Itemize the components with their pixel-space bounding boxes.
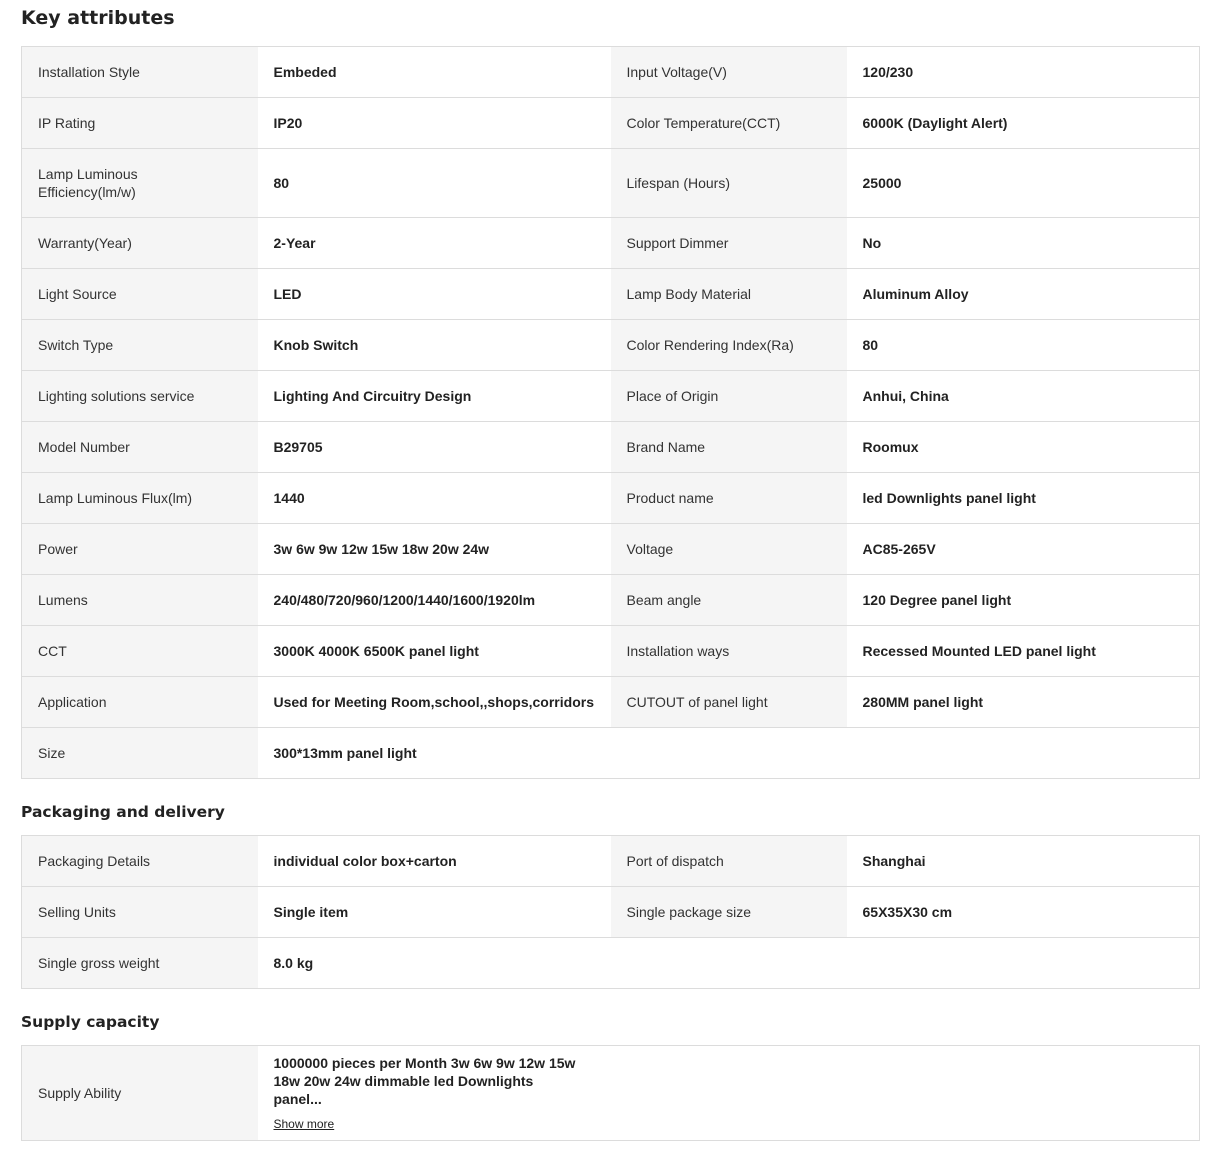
attribute-label: Lamp Luminous Efficiency(lm/w): [22, 149, 258, 218]
table-row: [22, 887, 1200, 938]
attribute-value: 3w 6w 9w 12w 15w 18w 20w 24w: [258, 524, 611, 575]
table-row: [22, 626, 1200, 677]
attribute-value: Used for Meeting Room,school,,shops,corridors: [258, 677, 611, 728]
attribute-label: Port of dispatch: [611, 836, 847, 887]
attribute-label: Light Source: [22, 269, 258, 320]
attribute-label: Power: [22, 524, 258, 575]
product-attributes: [21, 0, 1199, 1141]
attribute-value: Lighting And Circuitry Design: [258, 371, 611, 422]
key-attributes-table: [21, 46, 1200, 779]
attribute-value: 300*13mm panel light: [258, 728, 1200, 779]
table-row: [22, 524, 1200, 575]
attribute-label: Warranty(Year): [22, 218, 258, 269]
attribute-value: Shanghai: [847, 836, 1200, 887]
attribute-label: Supply Ability: [22, 1046, 258, 1141]
attribute-label: CCT: [22, 626, 258, 677]
table-row: [22, 938, 1200, 989]
attribute-value: LED: [258, 269, 611, 320]
attribute-value: 120 Degree panel light: [847, 575, 1200, 626]
attribute-label: Brand Name: [611, 422, 847, 473]
attribute-value: AC85-265V: [847, 524, 1200, 575]
attribute-value: Single item: [258, 887, 611, 938]
attribute-value: led Downlights panel light: [847, 473, 1200, 524]
table-row: [22, 149, 1200, 218]
attribute-label: Selling Units: [22, 887, 258, 938]
attribute-value: Embeded: [258, 47, 611, 98]
attribute-label: Color Rendering Index(Ra): [611, 320, 847, 371]
attribute-value: 6000K (Daylight Alert): [847, 98, 1200, 149]
attribute-label: Lighting solutions service: [22, 371, 258, 422]
packaging-body: [22, 836, 1200, 989]
attribute-value: No: [847, 218, 1200, 269]
attribute-value: Knob Switch: [258, 320, 611, 371]
attribute-value: individual color box+carton: [258, 836, 611, 887]
attribute-label: Installation Style: [22, 47, 258, 98]
supply-title: Supply capacity: [21, 1013, 160, 1031]
attribute-value: 65X35X30 cm: [847, 887, 1200, 938]
supply-ability-value: 1000000 pieces per Month 3w 6w 9w 12w 15w 18w 20w 24w dimmable led Downlights panel...: [273, 1054, 576, 1107]
attribute-label: Installation ways: [611, 626, 847, 677]
attribute-label: Voltage: [611, 524, 847, 575]
attribute-label: Lumens: [22, 575, 258, 626]
table-row: [22, 47, 1200, 98]
attribute-label: Support Dimmer: [611, 218, 847, 269]
attribute-value: B29705: [258, 422, 611, 473]
attribute-value: Aluminum Alloy: [847, 269, 1200, 320]
show-more-link[interactable]: Show more: [273, 1116, 335, 1131]
attribute-label: CUTOUT of panel light: [611, 677, 847, 728]
attribute-label: Packaging Details: [22, 836, 258, 887]
table-row: [22, 98, 1200, 149]
table-row: [22, 1046, 1200, 1141]
packaging-table: [21, 835, 1200, 989]
attribute-label: IP Rating: [22, 98, 258, 149]
attribute-label: Single package size: [611, 887, 847, 938]
key-attributes-body: [22, 47, 1200, 779]
attribute-value: 240/480/720/960/1200/1440/1600/1920lm: [258, 575, 611, 626]
attribute-value: 120/230: [847, 47, 1200, 98]
attribute-label: Place of Origin: [611, 371, 847, 422]
table-row: [22, 422, 1200, 473]
attribute-value: 80: [258, 149, 611, 218]
key-attributes-title: Key attributes: [21, 7, 175, 29]
attribute-value: 80: [847, 320, 1200, 371]
table-row: [22, 836, 1200, 887]
attribute-label: Size: [22, 728, 258, 779]
attribute-value: Anhui, China: [847, 371, 1200, 422]
table-row: [22, 371, 1200, 422]
attribute-label: Lifespan (Hours): [611, 149, 847, 218]
attribute-label: Input Voltage(V): [611, 47, 847, 98]
attribute-label: Switch Type: [22, 320, 258, 371]
attribute-label: Product name: [611, 473, 847, 524]
supply-table: [21, 1045, 1200, 1141]
attribute-value: 2-Year: [258, 218, 611, 269]
attribute-value: Roomux: [847, 422, 1200, 473]
table-row: [22, 575, 1200, 626]
attribute-value: [258, 1046, 1200, 1141]
table-row: [22, 677, 1200, 728]
attribute-value: 25000: [847, 149, 1200, 218]
table-row: [22, 320, 1200, 371]
attribute-label: Single gross weight: [22, 938, 258, 989]
attribute-value: Recessed Mounted LED panel light: [847, 626, 1200, 677]
table-row: [22, 728, 1200, 779]
attribute-value: 280MM panel light: [847, 677, 1200, 728]
attribute-label: Lamp Luminous Flux(lm): [22, 473, 258, 524]
attribute-value: IP20: [258, 98, 611, 149]
packaging-title: Packaging and delivery: [21, 803, 225, 821]
attribute-value: 8.0 kg: [258, 938, 1200, 989]
attribute-label: Lamp Body Material: [611, 269, 847, 320]
attribute-value: 3000K 4000K 6500K panel light: [258, 626, 611, 677]
attribute-value: 1440: [258, 473, 611, 524]
attribute-label: Beam angle: [611, 575, 847, 626]
table-row: [22, 218, 1200, 269]
attribute-label: Application: [22, 677, 258, 728]
table-row: [22, 269, 1200, 320]
table-row: [22, 473, 1200, 524]
attribute-label: Color Temperature(CCT): [611, 98, 847, 149]
attribute-label: Model Number: [22, 422, 258, 473]
